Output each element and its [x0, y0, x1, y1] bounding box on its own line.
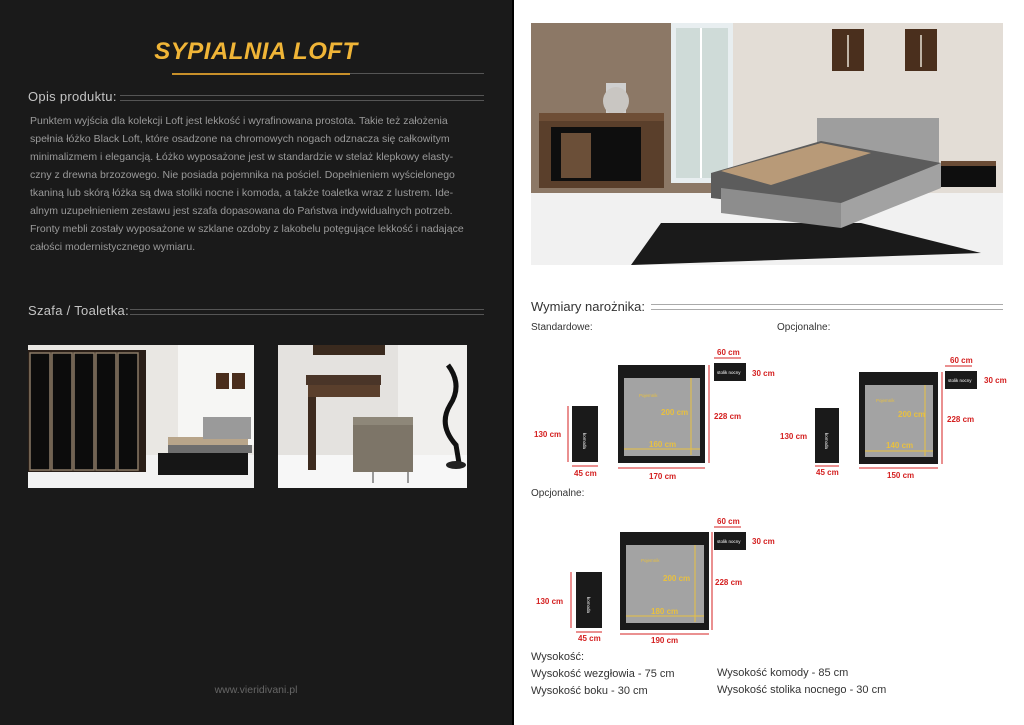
dresser-label: komoda: [586, 597, 591, 614]
bed-width-label: 170 cm: [649, 472, 677, 481]
description-line: spełnia łóżko Black Loft, które osadzone na chromowych nogach odznacza się całkowitym: [30, 133, 450, 145]
description-line: całości modernistycznego wymiaru.: [30, 241, 196, 253]
mattress-width-label: 180 cm: [651, 607, 679, 616]
nightstand-label: stolik nocny: [717, 539, 741, 544]
dresser-label: komoda: [582, 433, 587, 450]
bed-width-label: 150 cm: [887, 471, 915, 480]
description-line: czny z drewna brzozowego. Nie posiada pojemnika na pościel. Dopełnieniem wyścielonego: [30, 169, 455, 181]
right-page: [514, 0, 1024, 725]
wymiary-heading: Wymiary narożnika:: [531, 299, 646, 314]
opcjonalne-label-2: Opcjonalne:: [531, 488, 585, 499]
dresser-width-label: 45 cm: [816, 468, 839, 477]
table-depth-label: 30 cm: [984, 376, 1007, 385]
opis-heading: Opis produktu:: [28, 89, 117, 104]
vanity-photo: [278, 345, 467, 488]
mattress-length-label: 200 cm: [661, 408, 689, 417]
description-line: alnym uzupełnieniem zestawu jest szafa dopasowana do Państwa indywidualnych potrzeb.: [30, 205, 453, 217]
table-width-label: 60 cm: [717, 517, 740, 526]
dimension-diagram-optional-180: [531, 512, 781, 652]
bed-length-label: 228 cm: [714, 412, 742, 421]
dimension-diagram-optional-140: [777, 345, 1023, 485]
wymiary-rule: [651, 304, 1003, 310]
table-width-label: 60 cm: [950, 356, 973, 365]
table-depth-label: 30 cm: [752, 537, 775, 546]
mattress-length-label: 200 cm: [898, 410, 926, 419]
standardowe-label: Standardowe:: [531, 322, 593, 333]
szafa-heading: Szafa / Toaletka:: [28, 303, 129, 318]
storage-label: Pojemnik: [876, 398, 895, 403]
table-depth-label: 30 cm: [752, 369, 775, 378]
description-line: minimalizmem i elegancją. Łóżko wyposażone jest w standardzie w stelaż klepkowy elasty-: [30, 151, 454, 163]
opcjonalne-label-1: Opcjonalne:: [777, 322, 831, 333]
dimension-diagram-standard: [531, 345, 781, 485]
table-width-label: 60 cm: [717, 348, 740, 357]
dresser-label: komoda: [824, 433, 829, 450]
mattress-length-label: 200 cm: [663, 574, 691, 583]
spec-boku: Wysokość boku - 30 cm: [531, 685, 648, 697]
product-description: [30, 112, 485, 256]
dresser-width-label: 45 cm: [574, 469, 597, 478]
description-line: Fronty mebli zostały wyposażone w szklane ozdoby z lakobelu potęgujące lekkość i nadające: [30, 223, 464, 235]
storage-label: Pojemnik: [639, 393, 658, 398]
dresser-height-label: 130 cm: [536, 597, 564, 606]
description-line: Punktem wyjścia dla kolekcji Loft jest lekkość i wyrafinowana prostota. Takie też założenia: [30, 115, 448, 127]
storage-label: Pojemnik: [641, 558, 660, 563]
bed-width-label: 190 cm: [651, 636, 679, 645]
spec-stolika: Wysokość stolika nocnego - 30 cm: [717, 684, 887, 696]
footer-url[interactable]: www.vieridivani.pl: [214, 684, 298, 696]
page-title: SYPIALNIA LOFT: [154, 38, 358, 65]
title-rule: [350, 73, 484, 74]
description-line: tkaniną lub skórą łóżka są dwa stoliki nocne i komoda, a także toaletka wraz z lustrem. Ide-: [30, 187, 454, 199]
opis-rule: [120, 95, 484, 101]
spec-wezglowie: Wysokość wezgłowia - 75 cm: [531, 668, 675, 680]
nightstand-label: stolik nocny: [717, 370, 741, 375]
dresser-height-label: 130 cm: [780, 432, 808, 441]
bed-length-label: 228 cm: [715, 578, 743, 587]
mattress-width-label: 160 cm: [649, 440, 677, 449]
bedroom-photo: [531, 23, 1003, 265]
bed-length-label: 228 cm: [947, 415, 975, 424]
title-underline: [172, 73, 350, 75]
mattress-width-label: 140 cm: [886, 441, 914, 450]
szafa-rule: [130, 309, 484, 315]
dresser-height-label: 130 cm: [534, 430, 562, 439]
wysokosc-heading: Wysokość:: [531, 651, 585, 663]
wardrobe-photo: [28, 345, 254, 488]
dresser-width-label: 45 cm: [578, 634, 601, 643]
spec-komody: Wysokość komody - 85 cm: [717, 667, 849, 679]
nightstand-label: stolik nocny: [948, 378, 972, 383]
